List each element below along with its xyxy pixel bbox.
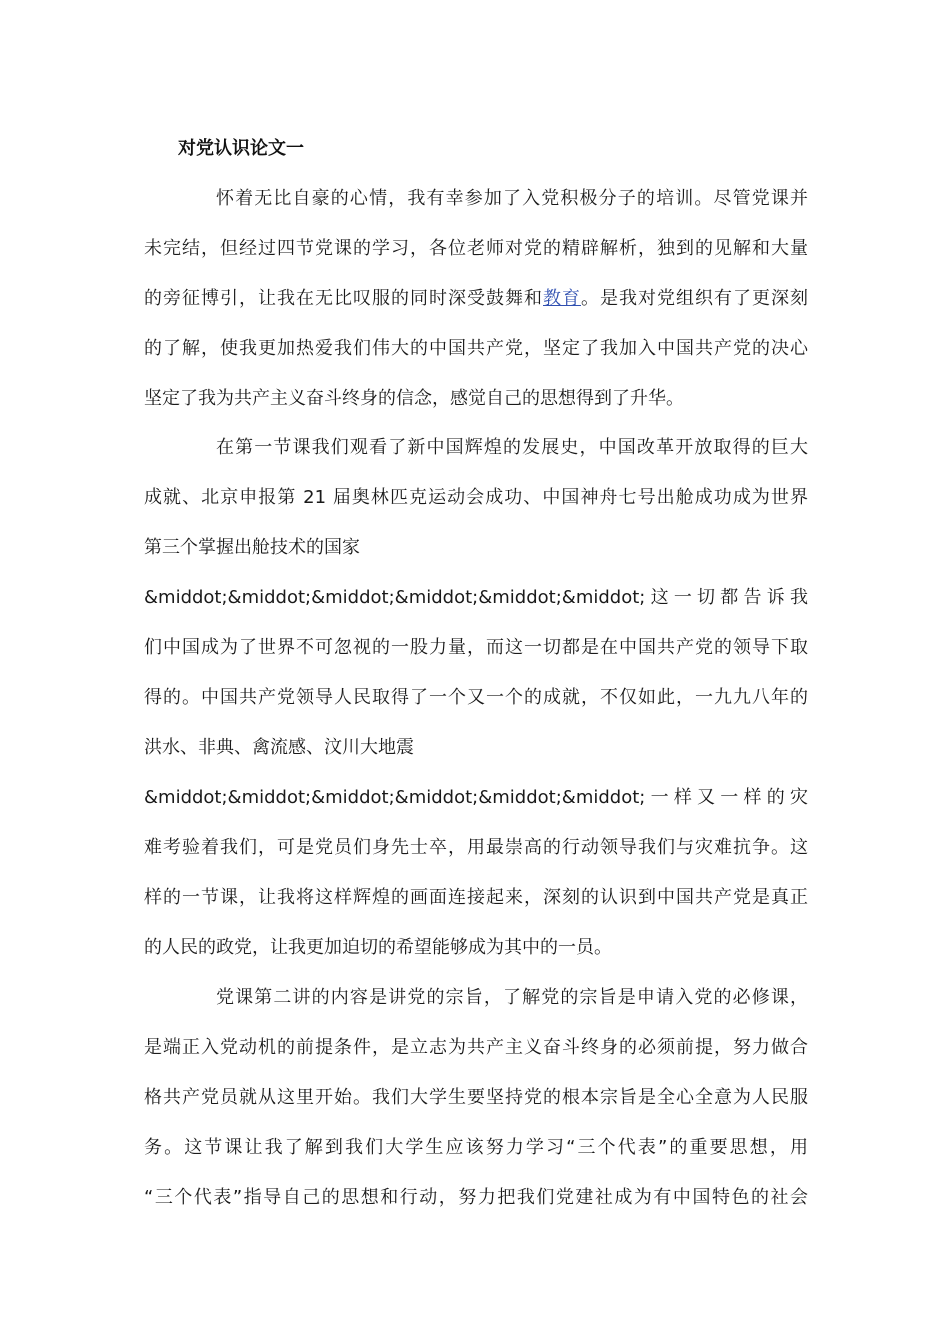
paragraph-line: 是端正入党动机的前提条件，是立志为共产主义奋斗终身的必须前提，努力做合: [144, 1037, 808, 1058]
education-link[interactable]: 教育: [543, 288, 581, 309]
paragraph-line: 务。这节课让我了解到我们大学生应该努力学习“三个代表”的重要思想，用: [144, 1137, 808, 1158]
paragraph-line: “三个代表”指导自己的思想和行动，努力把我们党建社成为有中国特色的社会: [144, 1187, 808, 1208]
paragraph-line: 未完结，但经过四节党课的学习，各位老师对党的精辟解析，独到的见解和大量: [144, 238, 808, 259]
paragraph-line: 的人民的政党，让我更加迫切的希望能够成为其中的一员。: [144, 937, 612, 958]
text-segment: 。是我对党组织有了更深刻: [581, 288, 808, 309]
paragraph-line: 得的。中国共产党领导人民取得了一个又一个的成就，不仅如此，一九九八年的: [144, 687, 808, 708]
paragraph-line: 的了解，使我更加热爱我们伟大的中国共产党，坚定了我加入中国共产党的决心: [144, 338, 808, 359]
paragraph-line: &middot;&middot;&middot;&middot;&middot;&middot;一样又一样的灾: [144, 787, 808, 808]
paragraph-line: 党课第二讲的内容是讲党的宗旨，了解党的宗旨是申请入党的必修课，: [216, 987, 808, 1008]
paragraph-line: &middot;&middot;&middot;&middot;&middot;&middot;这一切都告诉我: [144, 587, 808, 608]
paragraph-line: 样的一节课，让我将这样辉煌的画面连接起来，深刻的认识到中国共产党是真正: [144, 887, 808, 908]
paragraph-line: 格共产党员就从这里开始。我们大学生要坚持党的根本宗旨是全心全意为人民服: [144, 1087, 808, 1108]
paragraph-line: 第三个掌握出舱技术的国家: [144, 537, 360, 558]
paragraph-line: 们中国成为了世界不可忽视的一股力量，而这一切都是在中国共产党的领导下取: [144, 637, 808, 658]
paragraph-line: 坚定了我为共产主义奋斗终身的信念，感觉自己的思想得到了升华。: [144, 388, 684, 409]
paragraph-line: [144, 286, 808, 312]
paragraph-line: 难考验着我们，可是党员们身先士卒，用最崇高的行动领导我们与灾难抗争。这: [144, 837, 808, 858]
document-title: 对党认识论文一: [178, 138, 304, 159]
paragraph-line: 洪水、非典、禽流感、汶川大地震: [144, 737, 414, 758]
paragraph-line: 成就、北京申报第 21 届奥林匹克运动会成功、中国神舟七号出舱成功成为世界: [144, 487, 808, 508]
paragraph-line: 怀着无比自豪的心情，我有幸参加了入党积极分子的培训。尽管党课并: [216, 188, 808, 209]
text-segment: 的旁征博引，让我在无比叹服的同时深受鼓舞和: [144, 288, 543, 309]
paragraph-line: 在第一节课我们观看了新中国辉煌的发展史，中国改革开放取得的巨大: [216, 437, 808, 458]
